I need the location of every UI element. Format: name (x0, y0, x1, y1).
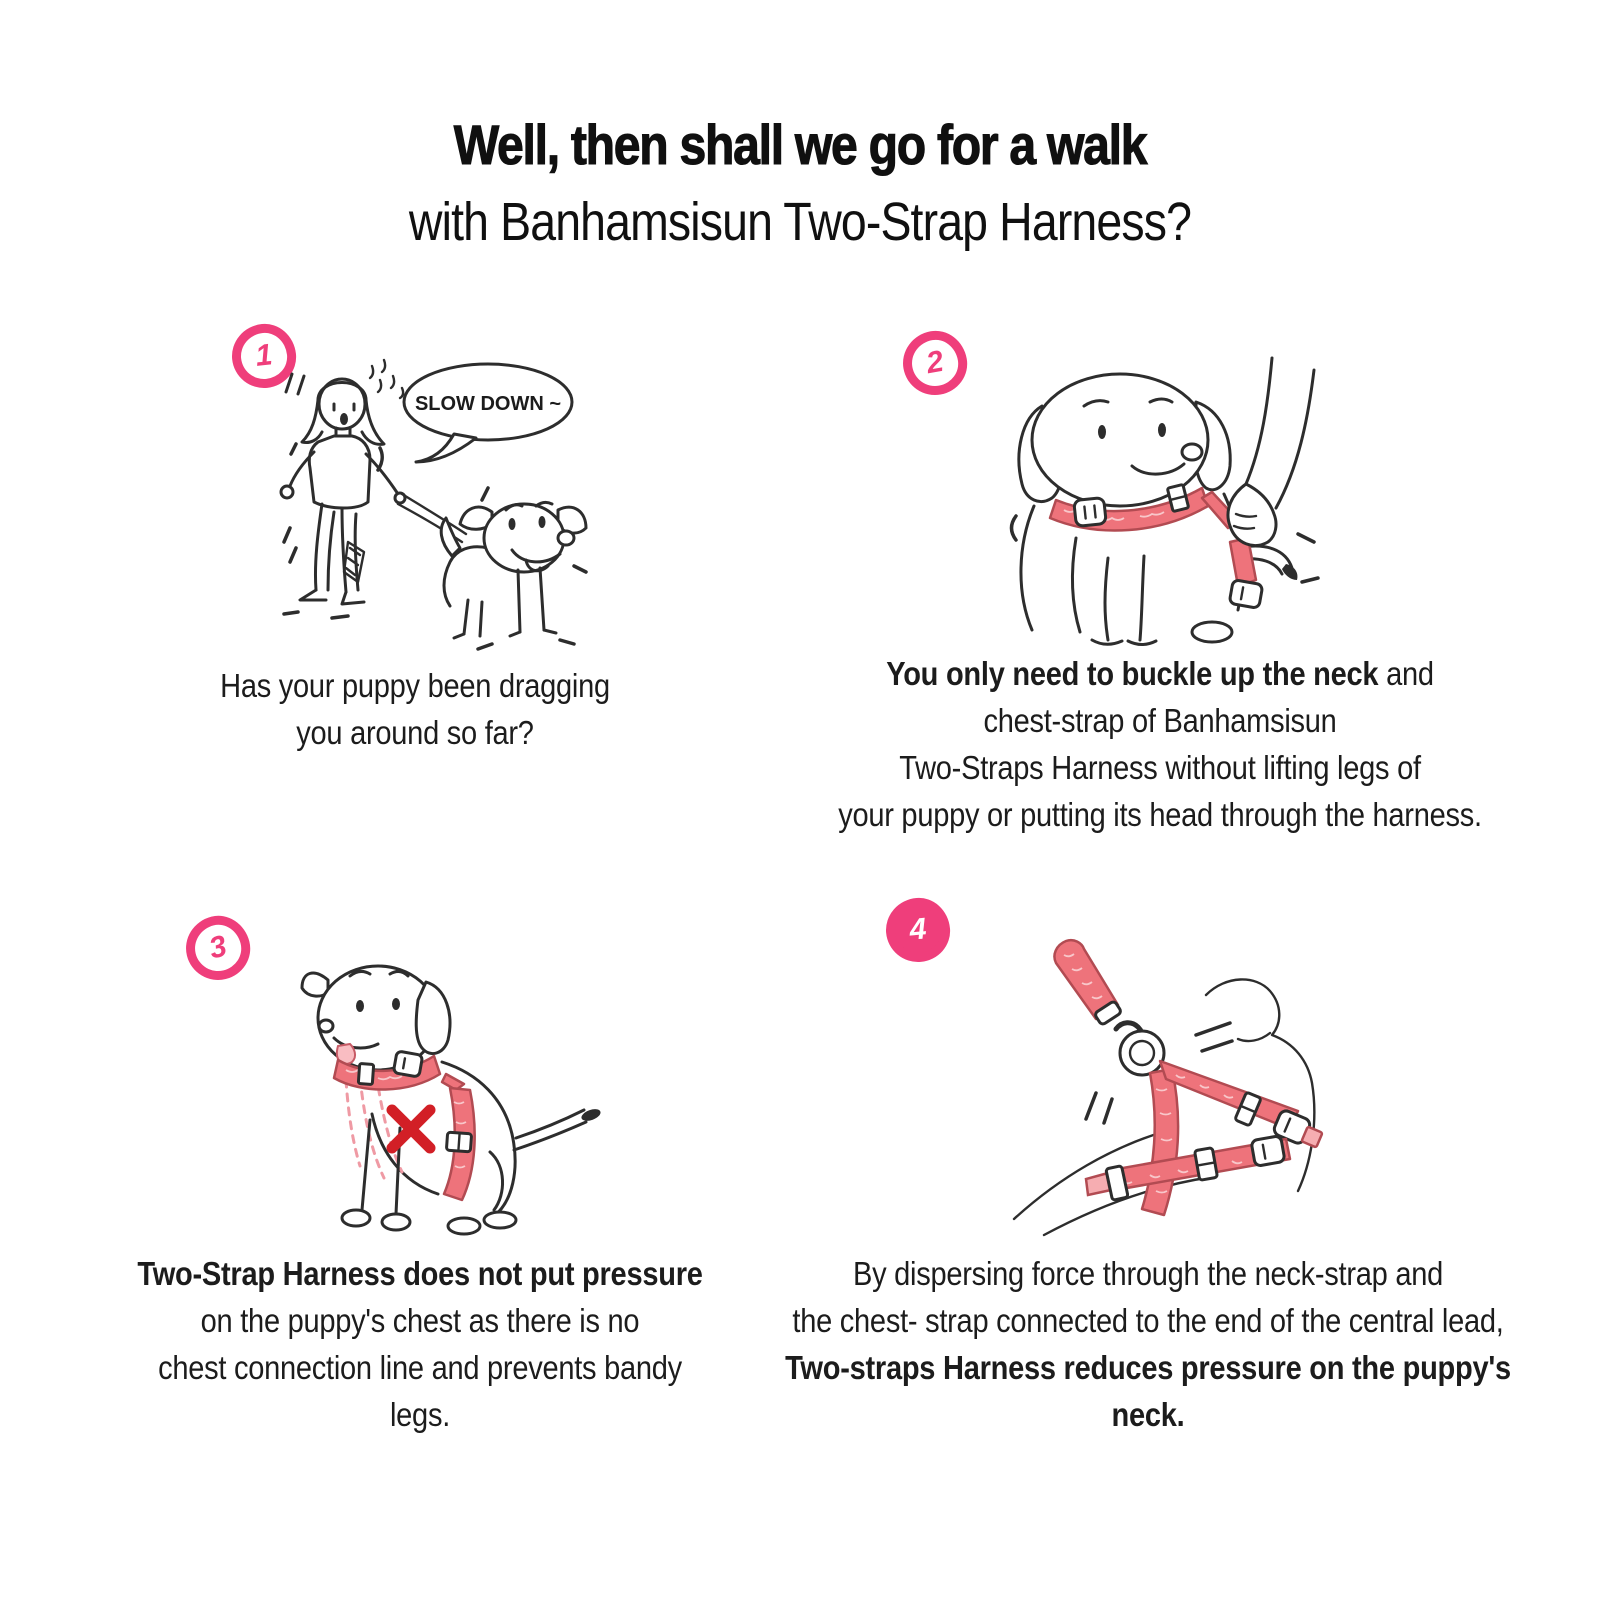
speech-bubble-text: SLOW DOWN ~ (414, 393, 562, 415)
page-title (112, 112, 1488, 253)
harness-lead-connection-illustration (960, 933, 1340, 1243)
step-3-marker (179, 909, 257, 987)
caption-line: your puppy or putting its head through the harness. (838, 796, 1482, 833)
caption-line: Has your puppy been dragging (220, 667, 610, 704)
caption-bold-text: You only need to buckle up the neck (886, 655, 1379, 692)
caption-line: you around so far? (296, 714, 534, 751)
step-3-caption (130, 1250, 711, 1438)
step-2-caption (817, 650, 1503, 838)
page-title-line1: Well, then shall we go for a walk (453, 113, 1147, 176)
buckling-straps-on-dog-illustration (980, 348, 1320, 648)
step-2-marker (898, 326, 972, 400)
speech-bubble (404, 364, 572, 462)
caption-bold-line: Two-straps Harness reduces pressure on the puppy's neck. (785, 1349, 1511, 1433)
pulling-dog (441, 488, 586, 649)
caption-line: chest-strap of Banhamsisun (983, 702, 1337, 739)
caption-text: and (1378, 655, 1434, 692)
caption-line (817, 650, 1503, 697)
step-1-caption (151, 662, 679, 756)
caption-line: Two-Straps Harness without lifting legs of (899, 749, 1421, 786)
caption-bold-line: Two-Strap Harness does not put pressure (137, 1255, 703, 1292)
neck-strap (1160, 1061, 1322, 1147)
caption-line: the chest- strap connected to the end of the central lead, (792, 1302, 1504, 1339)
chest-strap (442, 1074, 475, 1200)
bottom-strap (1086, 1136, 1290, 1201)
step-3-number: 3 (205, 929, 230, 966)
leash (398, 494, 466, 542)
dog-with-neck-strap (1012, 374, 1242, 645)
human-arm-and-hand (1228, 358, 1314, 608)
page-title-line2: with Banhamsisun Two-Strap Harness? (408, 192, 1192, 252)
caption-line: By dispersing force through the neck-strap and (853, 1255, 1443, 1292)
caption-line: on the puppy's chest as there is no (200, 1302, 640, 1339)
step-2-number: 2 (923, 344, 946, 381)
step-4-number: 4 (908, 912, 928, 947)
woman-figure (281, 360, 405, 618)
chest-strap (1142, 1069, 1178, 1215)
red-x-mark (392, 1110, 430, 1148)
dog-with-two-strap-harness-illustration (250, 938, 630, 1248)
step-4-caption (778, 1250, 1517, 1438)
central-lead (1054, 940, 1164, 1075)
owner-dragged-by-dog-illustration (230, 352, 610, 652)
caption-line: chest connection line and prevents bandy legs. (158, 1349, 682, 1433)
step-1-number: 1 (253, 338, 274, 373)
step-4-marker (883, 895, 952, 964)
